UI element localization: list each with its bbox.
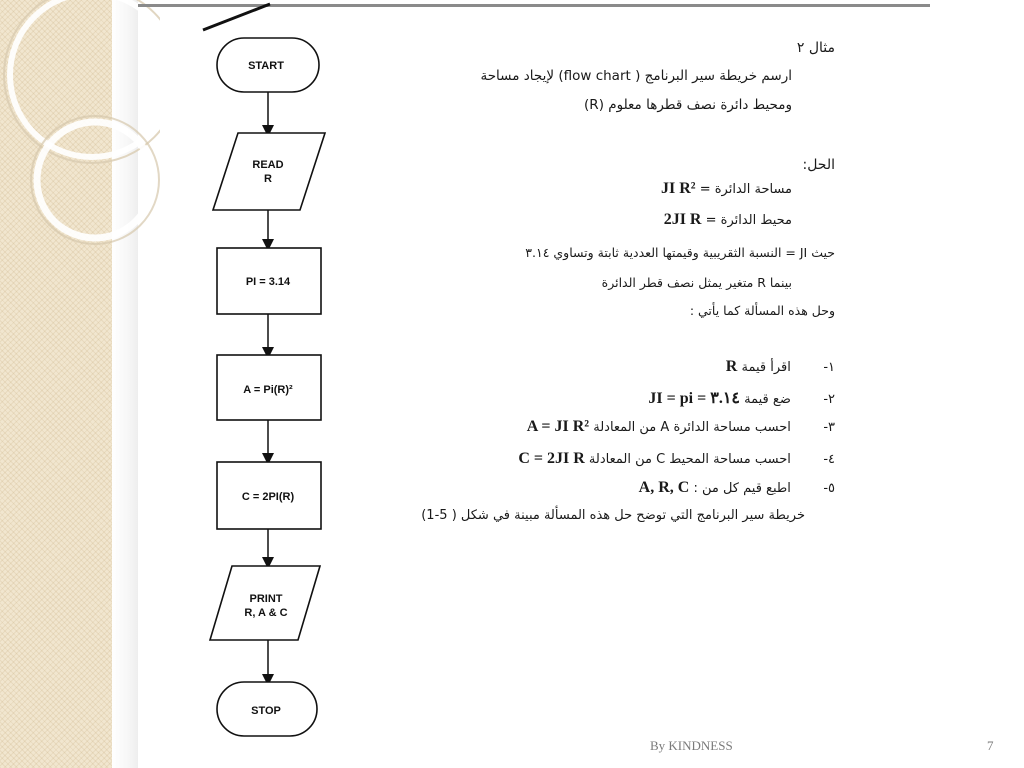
step-number: ٢- (823, 392, 835, 407)
step-label: ضع قيمة (744, 392, 791, 407)
node-label: PRINT (249, 593, 283, 605)
step-expression: A, R, C (638, 479, 690, 496)
node-label: PI = 3.14 (245, 276, 291, 288)
step-expression: JI = pi = ٣.١٤ (648, 390, 740, 407)
closing-line: خريطة سير البرنامج التي توضح حل هذه المسألة مبينة في شكل ( 5-1) (421, 508, 805, 523)
step-1 (726, 358, 835, 376)
area-formula-expression: JI R² (660, 180, 696, 197)
flow-node-read (213, 133, 325, 210)
flow-node-start (217, 38, 319, 92)
node-label: STOP (251, 705, 281, 717)
example-title: مثال ٢ (796, 40, 835, 56)
step-label: اطبع قيم كل من : (693, 481, 791, 496)
step-2 (648, 388, 835, 408)
node-label: R (264, 173, 272, 185)
node-label: READ (252, 159, 284, 171)
step-expression: R (725, 358, 738, 375)
circumference-formula-label: محيط الدائرة = (705, 213, 792, 228)
where-line: حيث JI = النسبة الثقريبية وقيمتها العددية ثابتة وتساوي ٣.١٤ (525, 245, 835, 260)
flow-node-pi (217, 248, 321, 314)
node-label: C = 2PI(R) (241, 491, 295, 503)
flow-node-print (210, 566, 320, 640)
step-label: احسب مساحة المحيط C من المعادلة (588, 452, 791, 467)
step-label: احسب مساحة الدائرة A من المعادلة (593, 420, 791, 435)
circumference-formula (664, 211, 792, 229)
solution-label: الحل: (802, 157, 835, 173)
area-formula (661, 180, 792, 198)
flowchart (0, 0, 360, 768)
flow-node-area (217, 355, 321, 420)
area-formula-label: مساحة الدائرة = (699, 182, 792, 197)
problem-line-1: ارسم خريطة سير البرنامج ( flow chart) لإيجاد مساحة (480, 68, 792, 84)
step-3 (527, 418, 835, 436)
step-number: ٣- (823, 420, 835, 435)
step-number: ٤- (823, 452, 835, 467)
r-variable-line: بينما R متغير يمثل نصف قطر الدائرة (601, 275, 792, 290)
solve-intro-line: وحل هذه المسألة كما يأتي : (689, 303, 835, 318)
node-label: A = Pi(R)² (243, 384, 293, 396)
node-label: R, A & C (244, 607, 288, 619)
step-4 (518, 450, 835, 468)
step-5 (639, 479, 835, 497)
flow-node-stop (217, 682, 317, 736)
node-label: START (248, 60, 284, 72)
flow-node-circumference (217, 462, 321, 529)
problem-line-2: ومحيط دائرة نصف قطرها معلوم (R) (584, 97, 792, 113)
footer-page-number: 7 (987, 738, 994, 753)
step-label: اقرأ قيمة (741, 360, 791, 375)
step-expression: C = 2JI R (518, 450, 585, 467)
circumference-formula-expression: 2JI R (663, 211, 702, 228)
step-number: ١- (823, 360, 835, 375)
footer-author: By KINDNESS (650, 738, 733, 753)
step-number: ٥- (823, 481, 835, 496)
step-expression: A = JI R² (526, 418, 590, 435)
example-text (350, 0, 835, 768)
